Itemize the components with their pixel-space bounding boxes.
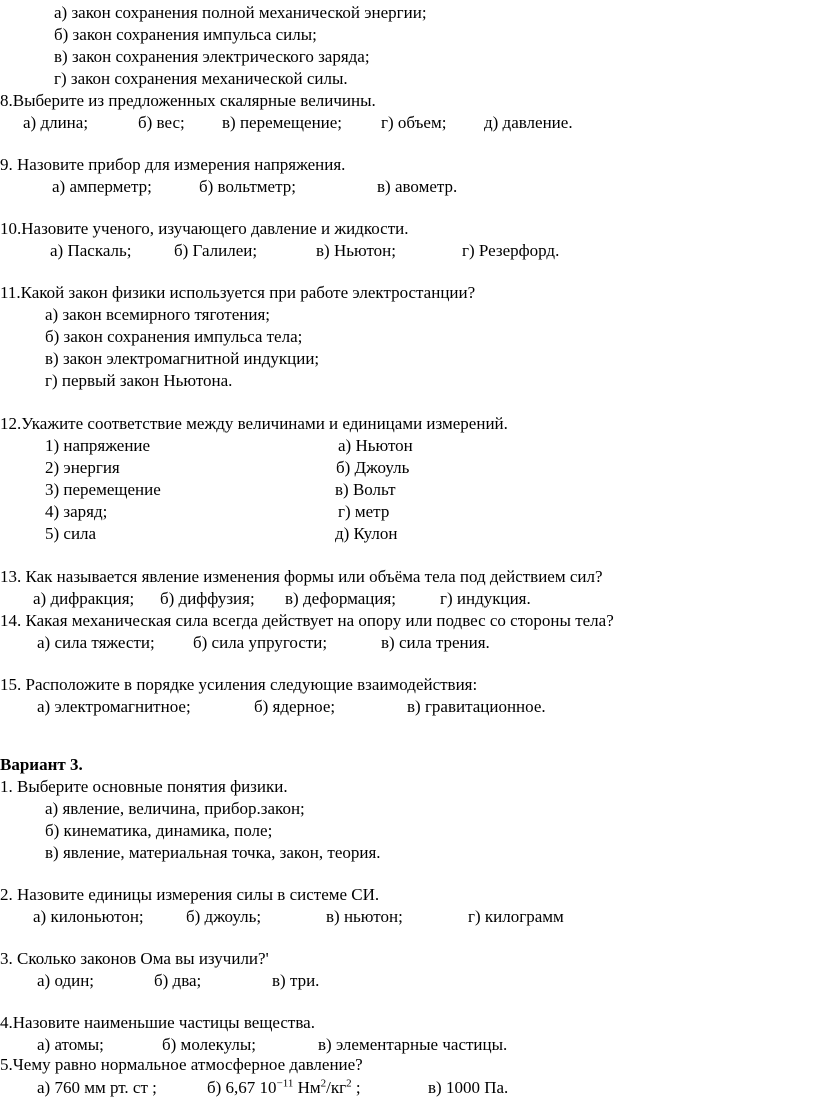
v3-q4-option-a: а) атомы; [37, 1035, 104, 1054]
q10-option-b: б) Галилеи; [174, 241, 258, 260]
v3-q3-option-b: б) два; [154, 971, 202, 990]
q12-left-4: 4) заряд; [45, 502, 108, 521]
q11-option-c: в) закон электромагнитной индукции; [45, 349, 320, 368]
q12-left-1: 1) напряжение [45, 436, 151, 455]
q7-option-b: б) закон сохранения импульса силы; [54, 25, 317, 44]
q13-option-b: б) диффузия; [160, 589, 255, 608]
q12-left-3: 3) перемещение [45, 480, 161, 499]
v3-q5-option-b-exponent3: 2 [346, 1077, 352, 1090]
q14-option-a: а) сила тяжести; [37, 633, 155, 652]
v3-q1-question: 1. Выберите основные понятия физики. [0, 777, 288, 796]
q7-option-d: г) закон сохранения механической силы. [54, 69, 348, 88]
v3-q5-option-b-suffix: ; [351, 1078, 361, 1097]
q13-option-a: а) дифракция; [33, 589, 135, 608]
q10-question: 10.Назовите ученого, изучающего давление и жидкости. [0, 219, 409, 238]
v3-q2-question: 2. Назовите единицы измерения силы в системе СИ. [0, 885, 380, 904]
q15-option-a: а) электромагнитное; [37, 697, 191, 716]
q15-option-c: в) гравитационное. [407, 697, 546, 716]
q7-option-a: а) закон сохранения полной механической энергии; [54, 3, 427, 22]
v3-q5-option-b-exponent: −11 [276, 1077, 294, 1090]
q9-option-c: в) авометр. [377, 177, 458, 196]
q11-option-a: а) закон всемирного тяготения; [45, 305, 271, 324]
v3-q5-question: 5.Чему равно нормальное атмосферное давление? [0, 1055, 363, 1074]
q12-question: 12.Укажите соответствие между величинами и единицами измерений. [0, 414, 508, 433]
q12-right-c: в) Вольт [335, 480, 396, 499]
v3-q4-option-b: б) молекулы; [162, 1035, 257, 1054]
v3-q5-option-a: а) 760 мм рт. ст ; [37, 1078, 157, 1097]
v3-q4-question: 4.Назовите наименьшие частицы вещества. [0, 1013, 315, 1032]
q12-right-d: г) метр [338, 502, 390, 521]
q8-option-e: д) давление. [484, 113, 573, 132]
q15-question: 15. Расположите в порядке усиления следующие взаимодействия: [0, 675, 478, 694]
q14-option-c: в) сила трения. [381, 633, 490, 652]
v3-q2-option-a: а) килоньютон; [33, 907, 144, 926]
v3-q5-option-b-exponent2: 2 [320, 1077, 327, 1090]
v3-q4-option-c: в) элементарные частицы. [318, 1035, 508, 1054]
v3-q2-option-c: в) ньютон; [326, 907, 403, 926]
q8-question: 8.Выберите из предложенных скалярные величины. [0, 91, 376, 110]
q8-option-b: б) вес; [138, 113, 185, 132]
v3-q3-option-a: а) один; [37, 971, 95, 990]
q7-option-c: в) закон сохранения электрического заряда; [54, 47, 370, 66]
v3-q5-option-b-unit: Нм [293, 1078, 321, 1097]
q8-option-d: г) объем; [381, 113, 447, 132]
q15-option-b: б) ядерное; [254, 697, 336, 716]
q9-option-b: б) вольтметр; [199, 177, 296, 196]
v3-q5-option-b-unit2: /кг [326, 1078, 347, 1097]
q12-left-2: 2) энергия [45, 458, 120, 477]
q10-option-c: в) Ньютон; [316, 241, 396, 260]
q14-question: 14. Какая механическая сила всегда действует на опору или подвес со стороны тела? [0, 611, 614, 630]
v3-q1-option-c: в) явление, материальная точка, закон, теория. [45, 843, 381, 862]
v3-q3-option-c: в) три. [272, 971, 320, 990]
v3-q5-option-c: в) 1000 Па. [428, 1078, 509, 1097]
q13-option-d: г) индукция. [440, 589, 531, 608]
q10-option-d: г) Резерфорд. [462, 241, 560, 260]
q13-question: 13. Как называется явление изменения формы или объёма тела под действием сил? [0, 567, 603, 586]
v3-q5-option-b-prefix: б) 6,67 10 [207, 1078, 277, 1097]
q12-right-b: б) Джоуль [336, 458, 410, 477]
v3-q1-option-b: б) кинематика, динамика, поле; [45, 821, 273, 840]
v3-q2-option-d: г) килограмм [468, 907, 564, 926]
q11-question: 11.Какой закон физики используется при работе электростанции? [0, 283, 476, 302]
q12-right-a: а) Ньютон [338, 436, 413, 455]
q13-option-c: в) деформация; [285, 589, 397, 608]
variant-heading: Вариант 3. [0, 755, 83, 774]
q11-option-b: б) закон сохранения импульса тела; [45, 327, 303, 346]
q14-option-b: б) сила упругости; [193, 633, 328, 652]
q9-option-a: а) амперметр; [52, 177, 152, 196]
q10-option-a: а) Паскаль; [50, 241, 132, 260]
q8-option-c: в) перемещение; [222, 113, 343, 132]
v3-q3-question: 3. Сколько законов Ома вы изучили?' [0, 949, 269, 968]
q9-question: 9. Назовите прибор для измерения напряжения. [0, 155, 346, 174]
q12-right-e: д) Кулон [335, 524, 398, 543]
q12-left-5: 5) сила [45, 524, 97, 543]
v3-q5-option-b [207, 1078, 361, 1098]
v3-q1-option-a: а) явление, величина, прибор.закон; [45, 799, 305, 818]
q8-option-a: а) длина; [23, 113, 89, 132]
q11-option-d: г) первый закон Ньютона. [45, 371, 233, 390]
v3-q2-option-b: б) джоуль; [186, 907, 262, 926]
